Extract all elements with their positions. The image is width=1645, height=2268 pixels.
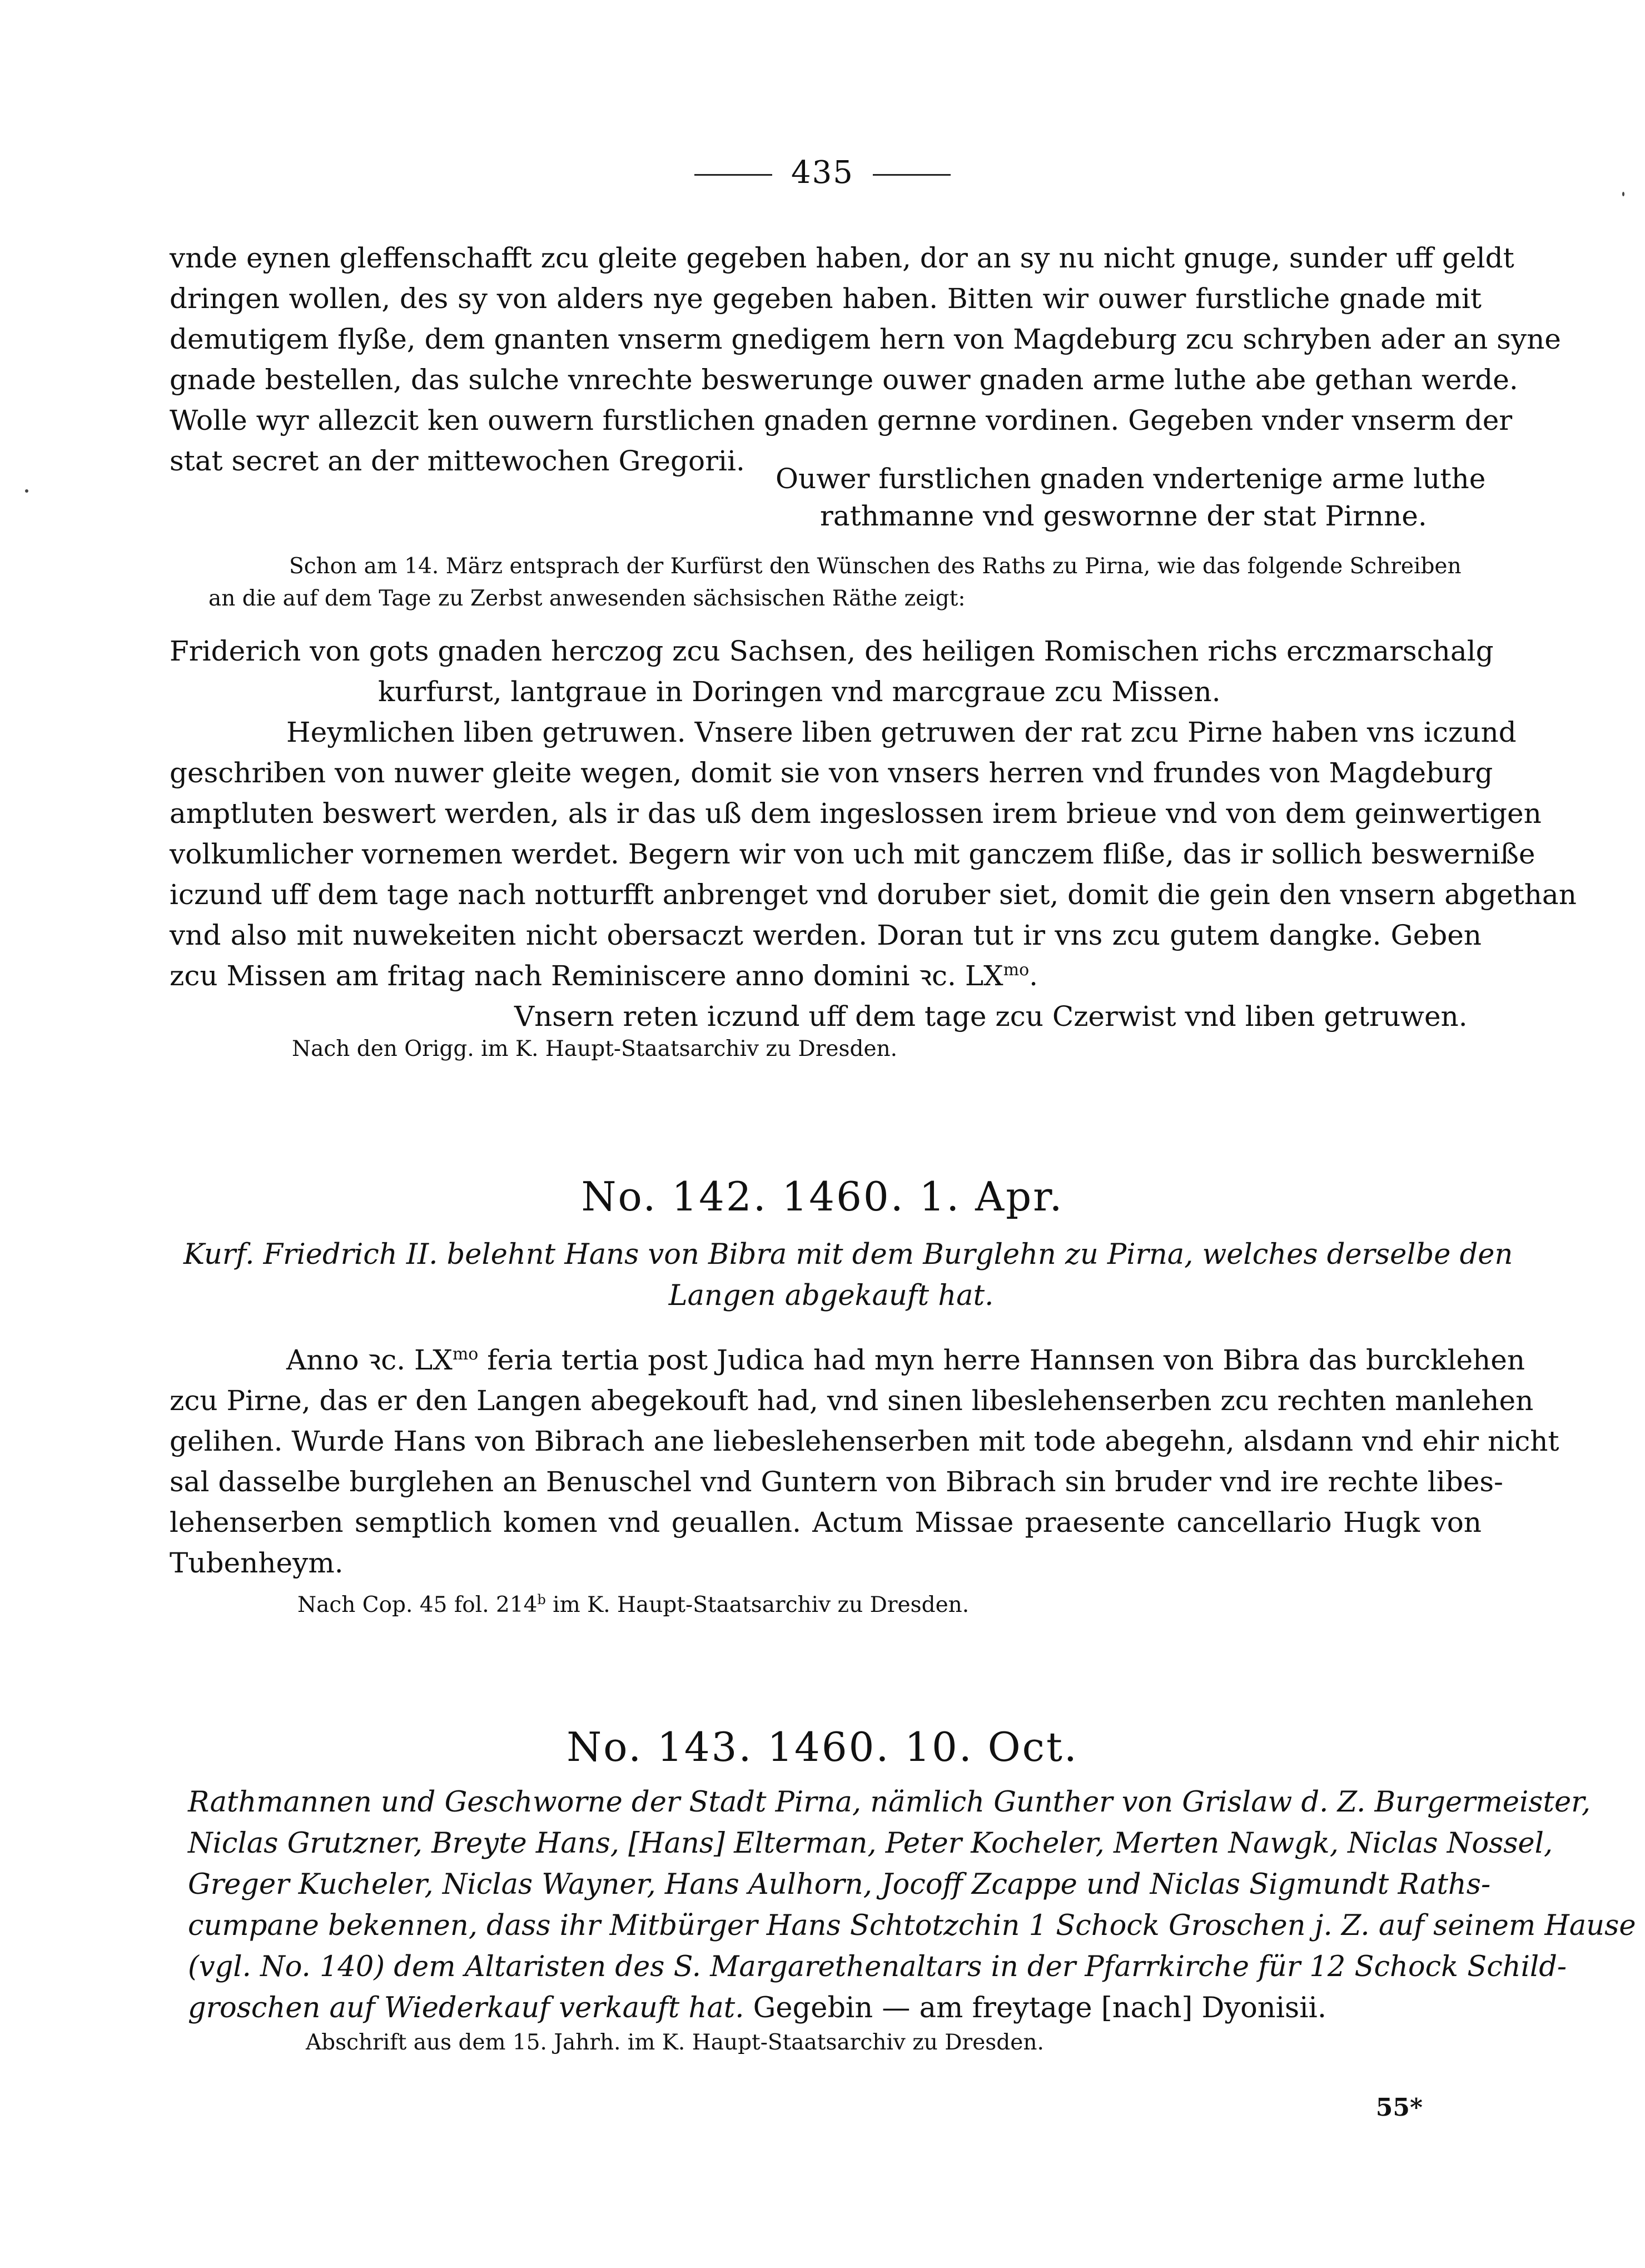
text-line: iczund uff dem tage nach notturfft anbrenget vnd doruber siet, domit die gein den vnsern abgethan — [170, 879, 1577, 911]
text-line: stat secret an der mittewochen Gregorii. — [170, 445, 745, 477]
text-line: gnade bestellen, das sulche vnrechte beswerunge ouwer gnaden arme luthe abe gethan werde. — [170, 364, 1518, 396]
source-line: Nach Cop. 45 fol. 214$^b$ im K. Haupt-Staatsarchiv zu Dresden. — [297, 1592, 970, 1617]
text-line: geschriben von nuwer gleite wegen, domit sie von vnsers herren vnd frundes von Magdeburg — [170, 757, 1493, 789]
source-note-1 — [292, 1033, 1459, 1065]
document-heading-143: No. 143. 1460. 10. Oct. — [566, 1724, 1079, 1770]
addressee-line: Vnsern reten iczund uff dem tage zcu Czerwist vnd liben getruwen. — [514, 1000, 1468, 1033]
page-number: 435 — [791, 155, 854, 191]
regest-line: (vgl. No. 140) dem Altaristen des S. Margarethenaltars in der Pfarrkirche für 12 Schock Schild- — [188, 1951, 1567, 1983]
text-line: gelihen. Wurde Hans von Bibrach ane liebeslehenserben mit tode abegehn, alsdann vnd ehir nicht — [170, 1425, 1559, 1457]
regest-line: cumpane bekennen, dass ihr Mitbürger Hans Schtotzchin 1 Schock Groschen j. Z. auf seinem Hause — [188, 1909, 1636, 1942]
text-line: volkumlicher vornemen werdet. Begern wir von uch mit ganczem fliße, das ir sollich beswerniße — [170, 838, 1535, 870]
text-line: Wolle wyr allezcit ken ouwern furstlichen gnaden gernne vordinen. Gegeben vnder vnserm der — [170, 404, 1513, 436]
signature-mark: 55* — [1375, 2093, 1423, 2122]
letter-continuation — [170, 238, 1561, 482]
regest-line: Langen abgekauft hat. — [668, 1279, 994, 1312]
text-line: zcu Pirne, das er den Langen abegekouft had, vnd sinen libeslehenserben zcu rechten manlehen — [170, 1384, 1534, 1417]
signature-line-2: rathmanne vnd geswornne der stat Pirnne. — [820, 500, 1427, 532]
note-line: an die auf dem Tage zu Zerbst anwesenden sächsischen Räthe zeigt: — [208, 586, 966, 611]
header-rule-right — [873, 174, 951, 176]
text-line: Tubenheym. — [170, 1547, 344, 1579]
letter-friderich — [170, 631, 1577, 1037]
text-line: demutigem flyße, dem gnanten vnserm gnedigem hern von Magdeburg zcu schryben ader an syne — [170, 323, 1561, 355]
scan-speck — [1622, 192, 1624, 196]
text-line: Anno ꝛc. $LX^{mo}$ feria tertia post Judica had myn herre Hannsen von Bibra das burcklehen — [286, 1344, 1525, 1376]
scan-speck — [25, 489, 28, 493]
editorial-note — [289, 550, 1512, 583]
signature-line-1: Ouwer furstlichen gnaden vndertenige arme luthe — [776, 463, 1486, 495]
text-line: dringen wollen, des sy von alders nye gegeben haben. Bitten wir ouwer furstliche gnade mit — [170, 282, 1482, 315]
source-note-142 — [297, 1589, 1465, 1621]
regest-142 — [183, 1234, 1513, 1317]
regest-line: Greger Kucheler, Niclas Wayner, Hans Aulhorn, Jocoff Zcappe und Niclas Sigmundt Raths- — [188, 1868, 1491, 1901]
regest-143 — [188, 1782, 1636, 2029]
source-line: Nach den Origg. im K. Haupt-Staatsarchiv zu Dresden. — [292, 1036, 898, 1061]
regest-line: Rathmannen und Geschworne der Stadt Pirna, nämlich Gunther von Grislaw d. Z. Burgermeister, — [188, 1786, 1591, 1819]
document-heading-142: No. 142. 1460. 1. Apr. — [581, 1173, 1064, 1220]
editorial-note-cont — [208, 583, 1487, 615]
text-line: Heymlichen liben getruwen. Vnsere liben getruwen der rat zcu Pirne haben vns iczund — [286, 716, 1517, 748]
text-line: zcu Missen am fritag nach Reminiscere anno domini ꝛc. $LX^{mo}$. — [170, 960, 1038, 992]
address-line: Friderich von gots gnaden herczog zcu Sachsen, des heiligen Romischen richs erczmarschalg — [170, 635, 1494, 667]
regest-line: Niclas Grutzner, Breyte Hans, [Hans] Elterman, Peter Kocheler, Merten Nawgk, Niclas Nossel, — [188, 1827, 1553, 1860]
source-note-143 — [306, 2027, 1473, 2059]
text-line: lehenserben semptlich komen vnd geuallen. Actum Missae praesente cancellario Hugk von — [170, 1506, 1482, 1539]
text-142 — [170, 1340, 1559, 1584]
text-line: vnde eynen gleffenschafft zcu gleite gegeben haben, dor an sy nu nicht gnuge, sunder uff geldt — [170, 242, 1514, 274]
regest-line: Kurf. Friedrich II. belehnt Hans von Bibra mit dem Burglehn zu Pirna, welches derselbe den — [183, 1238, 1513, 1271]
source-line: Abschrift aus dem 15. Jahrh. im K. Haupt-Staatsarchiv zu Dresden. — [306, 2030, 1044, 2055]
running-header — [0, 155, 1645, 191]
text-line: sal dasselbe burglehen an Benuschel vnd Guntern von Bibrach sin bruder vnd ire rechte libes- — [170, 1466, 1503, 1498]
text-line: amptluten beswert werden, als ir das uß dem ingeslossen irem brieue vnd von dem geinwertigen — [170, 797, 1542, 830]
regest-line: groschen auf Wiederkauf verkauft hat. Gegebin — am freytage [nach] Dyonisii. — [188, 1992, 1327, 2024]
note-line: Schon am 14. März entsprach der Kurfürst den Wünschen des Raths zu Pirna, wie das folgende Schreiben — [289, 554, 1462, 579]
address-line: kurfurst, lantgraue in Doringen vnd marcgraue zcu Missen. — [378, 676, 1221, 708]
header-rule-left — [694, 174, 772, 176]
text-line: vnd also mit nuwekeiten nicht obersaczt werden. Doran tut ir vns zcu gutem dangke. Geben — [170, 919, 1482, 951]
